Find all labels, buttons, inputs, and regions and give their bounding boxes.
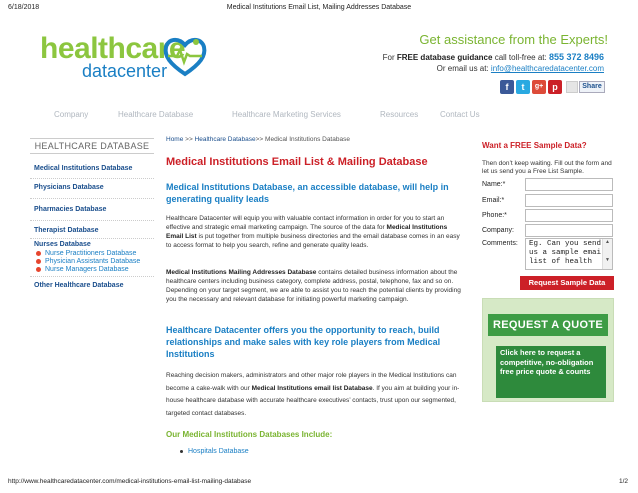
sample-form-intro: Then don’t keep waiting. Fill out the form and let us send you a Free List Sample. [482,160,612,175]
bullet-icon [36,251,41,256]
facebook-icon[interactable]: f [500,80,514,94]
print-page-number: 1/2 [618,478,628,485]
email-line: Or email us at: info@healthcaredatacenter.com [436,64,604,73]
assist-heading: Get assistance from the Experts! [419,32,608,47]
name-field[interactable] [525,178,613,191]
nav-resources[interactable]: Resources [380,110,419,119]
print-url: http://www.healthcaredatacenter.com/medical-institutions-email-list-mailing-database [8,478,252,485]
sample-form-title: Want a FREE Sample Data? [482,141,587,150]
sidebar-divider [30,276,154,277]
request-sample-button[interactable]: Request Sample Data [520,276,614,290]
include-item-hospitals[interactable]: Hospitals Database [180,448,249,455]
comments-scrollbar[interactable]: ▲ ▼ [602,239,612,269]
include-heading: Our Medical Institutions Databases Include: [166,430,333,439]
sidebar-divider [30,238,154,239]
request-quote-text[interactable]: Click here to request a competitive, no-obligation free price quote & counts [500,348,594,376]
twitter-icon[interactable]: t [516,80,530,94]
bullet-icon [36,259,41,264]
sidebar-subitem-nurse-managers[interactable]: Nurse Managers Database [36,266,129,273]
sidebar-heading: HEALTHCARE DATABASE [30,138,154,154]
logo-healthcare[interactable]: healthcare [40,32,186,65]
breadcrumb-healthcare-database[interactable]: Healthcare Database [194,136,256,143]
breadcrumb-home[interactable]: Home [166,136,184,143]
breadcrumb: Home >> Healthcare Database>> Medical Institutions Database [166,136,350,143]
phone-number[interactable]: 855 372 8496 [548,52,604,62]
print-date: 6/18/2018 [8,4,40,11]
sidebar-divider [30,178,154,179]
share-counter [566,81,578,93]
google-plus-icon[interactable]: g+ [532,80,546,94]
mailing-paragraph: Medical Institutions Mailing Addresses Database contains detailed business information about the healthcare centers including business category, complete address, postal, telephone, fax and so on. Depending on your target segment, we are able to assist you to reach the potential clients by providing you the necessary and relevant database for initiating powerful marketing campaign. [166,269,461,303]
page-subtitle: Medical Institutions Database, an accessible database, will help in generating quality leads [166,182,449,204]
sidebar-item-nurses[interactable]: Nurses Database [34,241,91,248]
company-field[interactable] [525,224,613,237]
sidebar-divider [30,198,154,199]
name-label: Name:* [482,181,506,188]
sidebar-item-physicians[interactable]: Physicians Database [34,184,104,191]
sidebar-item-pharmacies[interactable]: Pharmacies Database [34,206,107,213]
email-link[interactable]: info@healthcaredatacenter.com [490,64,604,73]
decision-makers-paragraph: Reaching decision makers, administrators and other major role players in the Medical Institutions can become a cake-walk with our Medical Institutions email list Database. If you aim at building your in-house healthcare database with accurate healthcare executives’ contacts, trust upon our segmented, targeted contact databases. [166,372,460,417]
request-quote-heading[interactable]: REQUEST A QUOTE [488,314,608,336]
nav-marketing-services[interactable]: Healthcare Marketing Services [232,110,341,119]
share-button[interactable]: Share [579,81,605,93]
nav-contact-us[interactable]: Contact Us [440,110,480,119]
sidebar-divider [30,220,154,221]
comments-field[interactable] [525,238,613,270]
sidebar-subitem-physician-assistants[interactable]: Physician Assistants Database [36,258,140,265]
pinterest-icon[interactable]: p [548,80,562,94]
page-title: Medical Institutions Email List & Mailing Database [166,156,428,168]
email-field[interactable] [525,194,613,207]
stethoscope-heart-icon [162,34,208,78]
comments-label: Comments: [482,240,518,247]
email-label: Email:* [482,197,505,204]
sidebar-subitem-nurse-practitioners[interactable]: Nurse Practitioners Database [36,250,136,257]
sidebar-item-other-healthcare[interactable]: Other Healthcare Database [34,282,124,289]
print-title: Medical Institutions Email List, Mailing Addresses Database [226,4,412,11]
nav-healthcare-database[interactable]: Healthcare Database [118,110,194,119]
bullet-icon [180,450,183,453]
section-heading-opportunity: Healthcare Datacenter offers you the opportunity to reach, build relationships and make sales with key role players from Medical Institutions [166,325,441,359]
phone-field[interactable] [525,209,613,222]
sidebar-item-therapist[interactable]: Therapist Database [34,227,99,234]
tollfree-line: For FREE database guidance call toll-free at: 855 372 8496 [382,52,604,62]
phone-label: Phone:* [482,212,507,219]
intro-paragraph: Healthcare Datacenter will equip you with valuable contact information in order for you to start an effective and strategic email marketing campaign. The source of the data for Medical Institutions Email List is put together from multiple business directories and the email database comes in an easy to access format to help you search, refine and generate quality leads. [166,215,460,249]
bullet-icon [36,267,41,272]
breadcrumb-current: Medical Institutions Database [265,136,350,143]
logo-datacenter[interactable]: datacenter [82,61,168,81]
sidebar-item-medical-institutions[interactable]: Medical Institutions Database [34,165,133,172]
nav-company[interactable]: Company [54,110,89,119]
company-label: Company: [482,227,514,234]
